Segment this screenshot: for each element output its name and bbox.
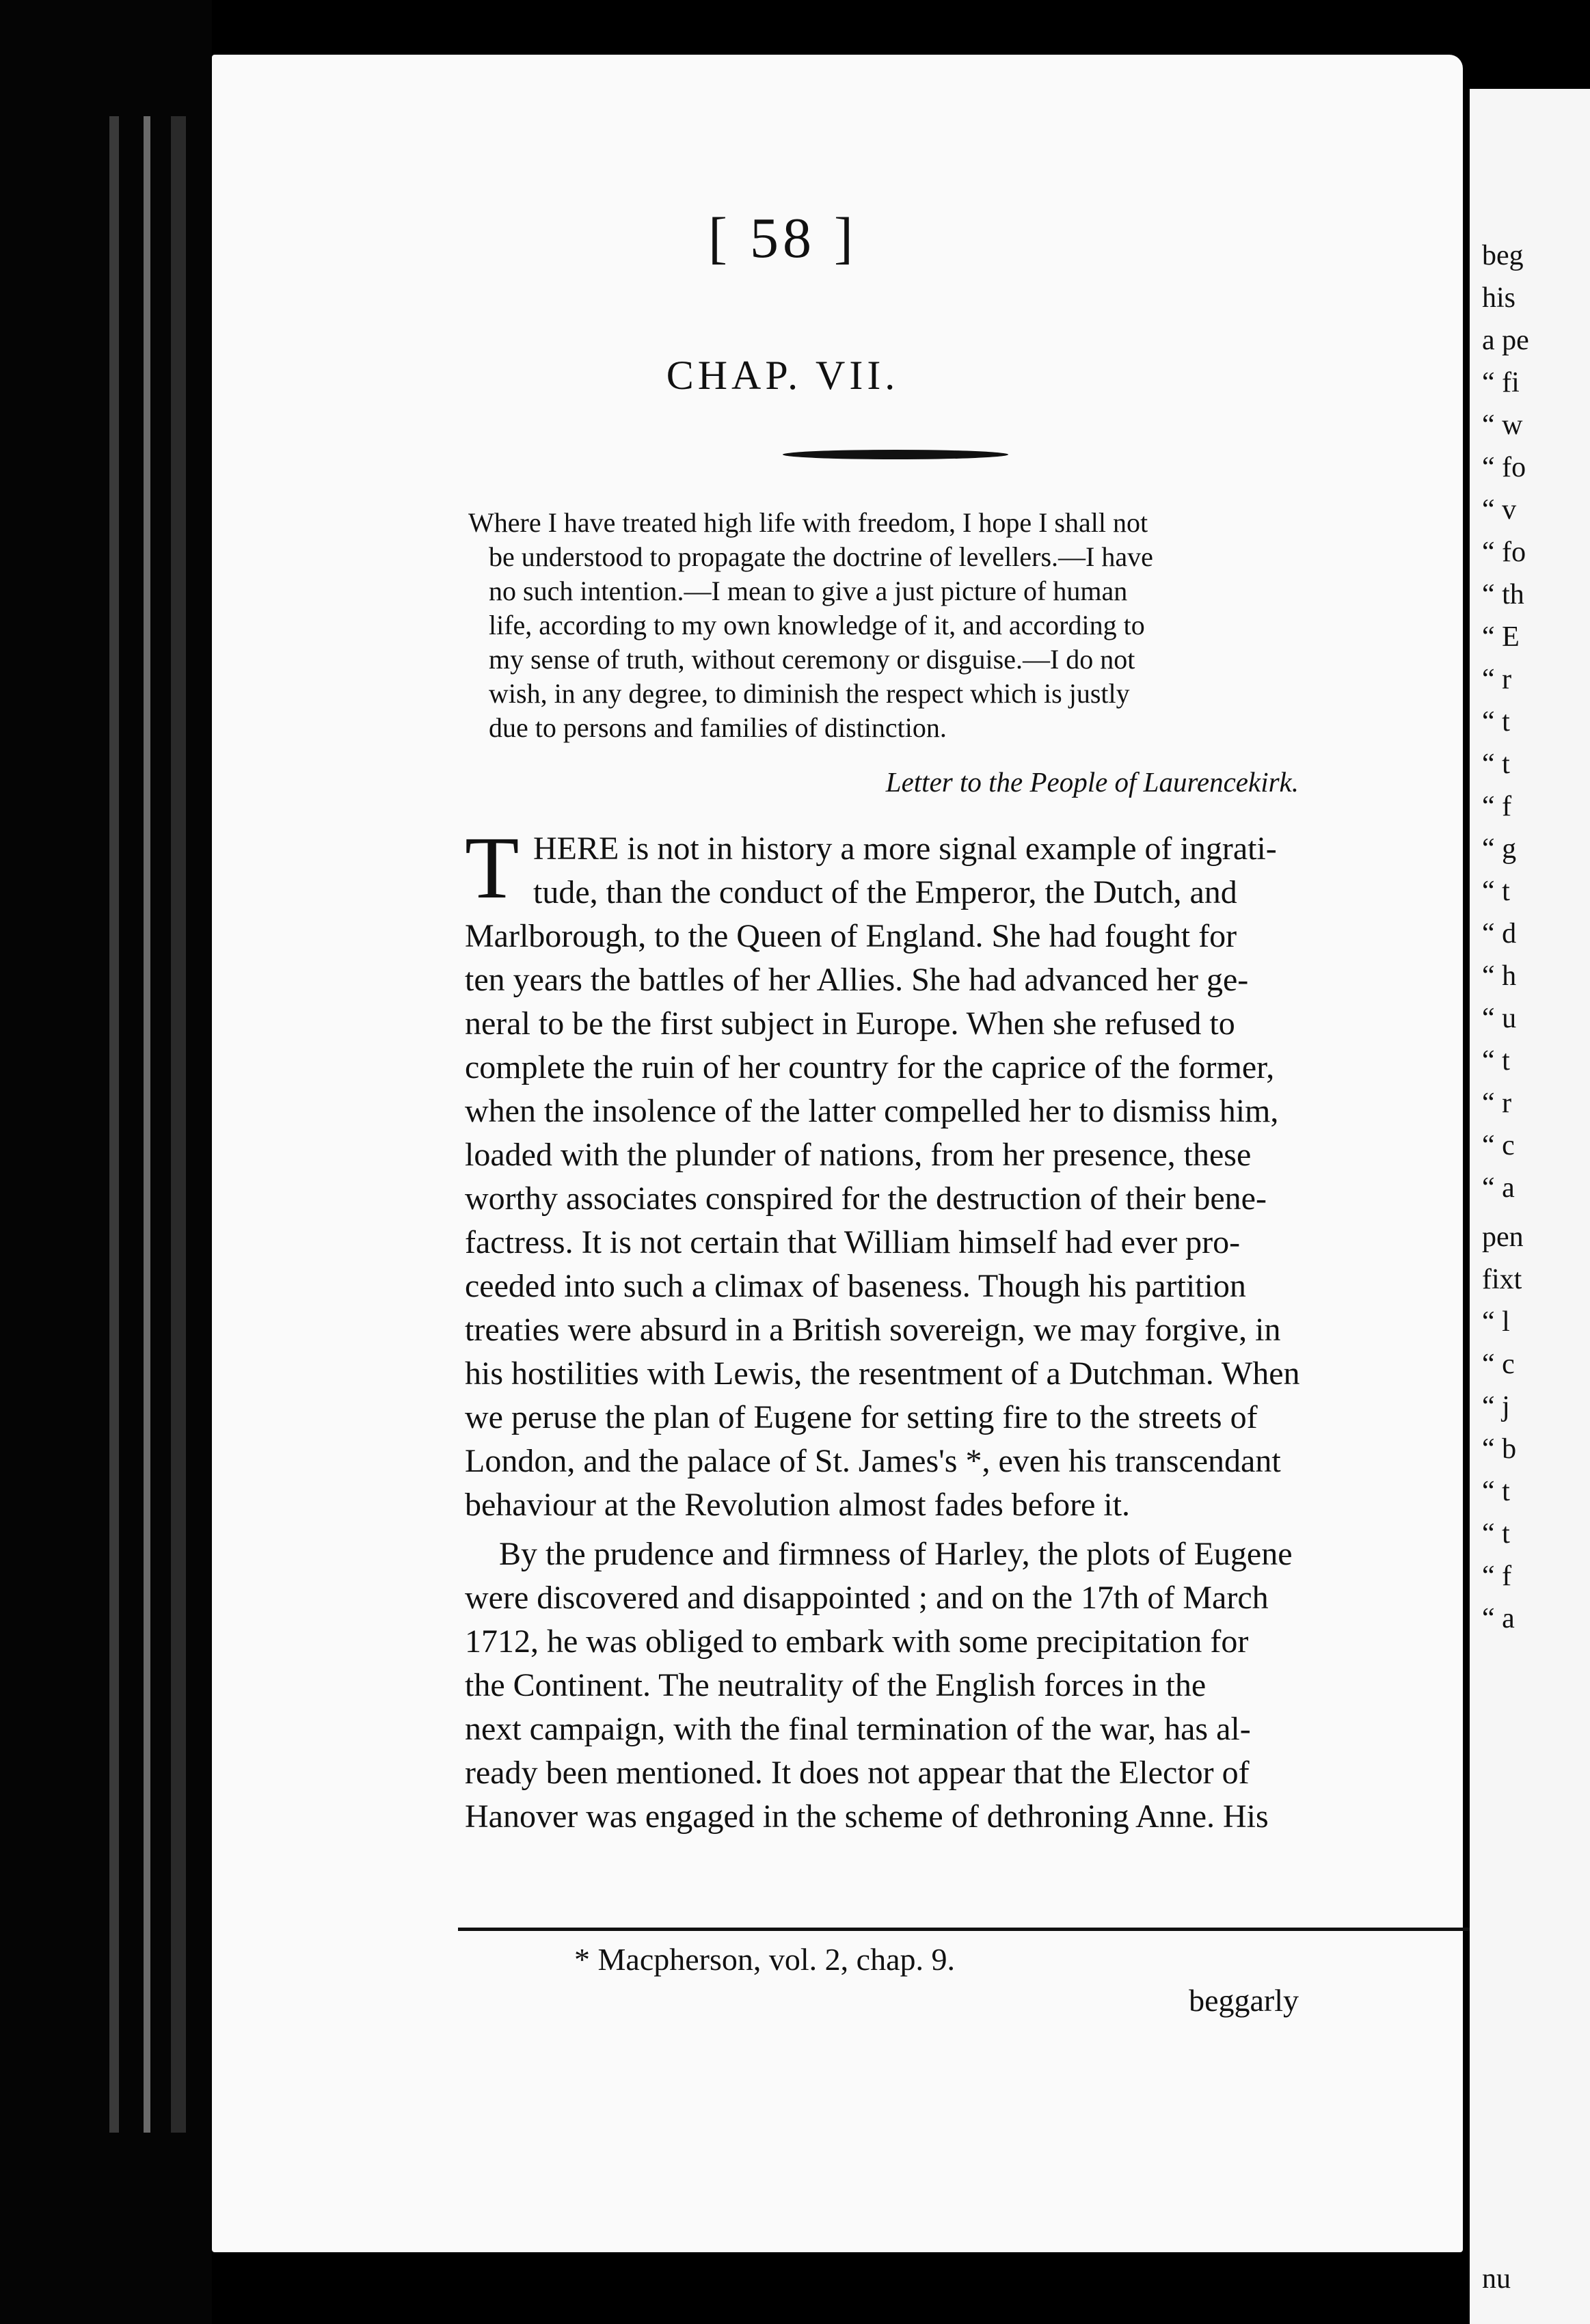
- facing-page-fragment: beg: [1482, 240, 1524, 271]
- chapter-title: CHAP. VII.: [666, 353, 900, 398]
- drop-cap: T: [465, 819, 520, 917]
- body-line: ceeded into such a climax of baseness. Though his partition: [465, 1268, 1246, 1304]
- facing-page-fragment: “ a: [1482, 1172, 1515, 1204]
- body-line: neral to be the first subject in Europe. When she refused to: [465, 1005, 1235, 1042]
- facing-page-fragment: “ l: [1482, 1306, 1510, 1338]
- body-line: treaties were absurd in a British sovereign, we may forgive, in: [465, 1312, 1281, 1348]
- facing-page-fragment: “ E: [1482, 621, 1520, 653]
- facing-page-fragment: “ b: [1482, 1433, 1517, 1465]
- facing-page-fragment: “ v: [1482, 494, 1517, 526]
- title-ornament-rule: [783, 450, 1008, 459]
- body-line: loaded with the plunder of nations, from her presence, these: [465, 1137, 1252, 1173]
- facing-page-fragment: “ fo: [1482, 537, 1526, 568]
- binding-stripe: [144, 116, 150, 2133]
- facing-page-fragment: “ fi: [1482, 367, 1520, 398]
- body-line: ten years the battles of her Allies. She had advanced her ge-: [465, 962, 1249, 998]
- binding-stripe: [109, 116, 119, 2133]
- facing-page-fragment: “ g: [1482, 833, 1517, 865]
- footnote: * Macpherson, vol. 2, chap. 9.: [574, 1942, 955, 1977]
- page-number: [ 58 ]: [708, 206, 857, 270]
- facing-page-fragment: “ f: [1482, 1560, 1512, 1592]
- catchword: beggarly: [1189, 1983, 1299, 2018]
- facing-page-fragment: “ t: [1482, 1045, 1510, 1077]
- facing-page-fragment: “ c: [1482, 1130, 1515, 1161]
- facing-page-fragment: “ a: [1482, 1603, 1515, 1634]
- binding-stripe: [171, 116, 186, 2133]
- facing-page-fragment: “ j: [1482, 1391, 1510, 1422]
- body-line: tude, than the conduct of the Emperor, the Dutch, and: [533, 874, 1237, 910]
- facing-page-fragment: “ t: [1482, 706, 1510, 738]
- body-line: By the prudence and firmness of Harley, the plots of Eugene: [499, 1536, 1293, 1572]
- body-line: next campaign, with the final termination of the war, has al-: [465, 1711, 1251, 1747]
- facing-page-edge: [1470, 89, 1590, 2324]
- epigraph-line: my sense of truth, without ceremony or disguise.—I do not: [489, 644, 1135, 675]
- facing-page-fragment: “ u: [1482, 1003, 1517, 1034]
- epigraph-line: life, according to my own knowledge of it, and according to: [489, 610, 1145, 640]
- facing-page-fragment: “ t: [1482, 876, 1510, 907]
- body-line: Marlborough, to the Queen of England. She had fought for: [465, 918, 1237, 954]
- body-line: ready been mentioned. It does not appear that the Elector of: [465, 1755, 1250, 1791]
- body-line: London, and the palace of St. James's *, even his transcendant: [465, 1443, 1281, 1479]
- body-line: the Continent. The neutrality of the English forces in the: [465, 1667, 1207, 1703]
- facing-page-fragment: “ t: [1482, 1476, 1510, 1507]
- epigraph-line: no such intention.—I mean to give a just picture of human: [489, 576, 1128, 606]
- facing-page-fragment: “ t: [1482, 748, 1510, 780]
- facing-page-fragment: “ h: [1482, 960, 1517, 992]
- body-line: complete the ruin of her country for the caprice of the former,: [465, 1049, 1275, 1085]
- facing-page-fragment: a pe: [1482, 325, 1529, 356]
- facing-page-fragment: “ th: [1482, 579, 1524, 610]
- facing-page-fragment: nu: [1482, 2263, 1511, 2295]
- facing-page-fragment: pen: [1482, 1221, 1524, 1253]
- body-line: were discovered and disappointed ; and on the 17th of March: [465, 1580, 1269, 1616]
- book-binding: [0, 0, 212, 2324]
- epigraph-line: wish, in any degree, to diminish the respect which is justly: [489, 678, 1130, 709]
- body-line: HERE is not in history a more signal example of ingrati-: [533, 830, 1277, 867]
- facing-page-fragment: “ f: [1482, 791, 1512, 822]
- facing-page-fragment: fixt: [1482, 1264, 1522, 1295]
- epigraph-line: due to persons and families of distinction.: [489, 712, 947, 743]
- body-line: when the insolence of the latter compelled her to dismiss him,: [465, 1093, 1279, 1129]
- body-line: 1712, he was obliged to embark with some precipitation for: [465, 1623, 1249, 1660]
- epigraph-line: Where I have treated high life with freedom, I hope I shall not: [468, 507, 1148, 538]
- facing-page-fragment: “ t: [1482, 1518, 1510, 1550]
- facing-page-fragment: “ d: [1482, 918, 1517, 949]
- body-line: behaviour at the Revolution almost fades before it.: [465, 1487, 1131, 1523]
- facing-page-fragment: his: [1482, 282, 1516, 314]
- epigraph-line: be understood to propagate the doctrine of levellers.—I have: [489, 541, 1153, 572]
- footnote-rule: [458, 1928, 1524, 1931]
- epigraph-source: Letter to the People of Laurencekirk.: [885, 766, 1299, 798]
- body-line: his hostilities with Lewis, the resentment of a Dutchman. When: [465, 1355, 1300, 1392]
- facing-page-fragment: “ fo: [1482, 452, 1526, 483]
- body-line: we peruse the plan of Eugene for setting fire to the streets of: [465, 1399, 1258, 1435]
- facing-page-fragment: “ r: [1482, 664, 1512, 695]
- body-line: worthy associates conspired for the destruction of their bene-: [465, 1180, 1267, 1217]
- facing-page-fragment: “ r: [1482, 1087, 1512, 1119]
- body-line: Hanover was engaged in the scheme of dethroning Anne. His: [465, 1798, 1269, 1835]
- body-line: factress. It is not certain that William himself had ever pro-: [465, 1224, 1241, 1260]
- book-page: [212, 55, 1463, 2252]
- facing-page-fragment: “ c: [1482, 1349, 1515, 1380]
- facing-page-fragment: “ w: [1482, 409, 1523, 441]
